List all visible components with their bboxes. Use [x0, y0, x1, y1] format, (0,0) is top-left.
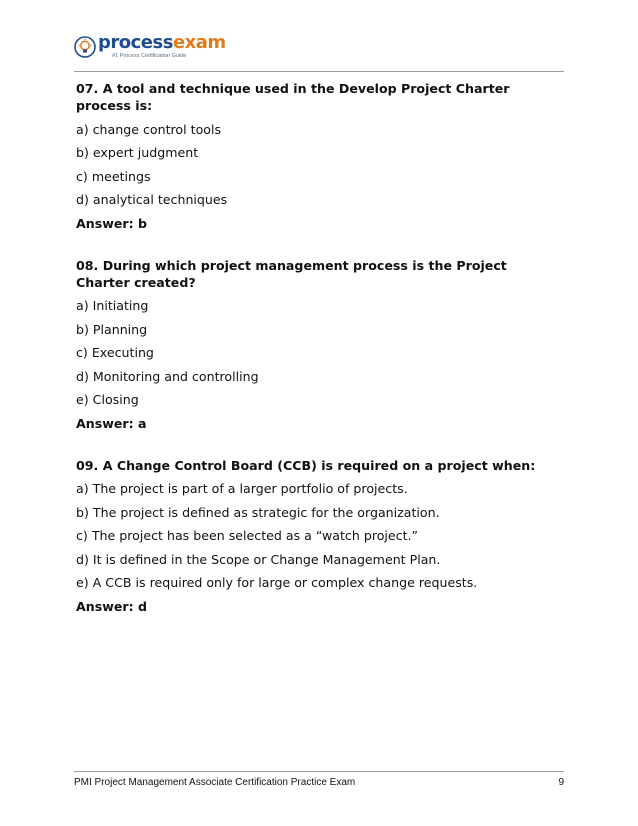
- answer-text: Answer: b: [76, 215, 148, 231]
- option-item: a) Initiating: [76, 298, 149, 313]
- page-number: 9: [558, 777, 564, 788]
- option-item: e) A CCB is required only for large or complex change requests.: [76, 575, 478, 590]
- lightbulb-icon: [74, 36, 96, 58]
- question-list: [76, 80, 556, 615]
- processexam-logo: [74, 33, 226, 65]
- question-block: [76, 457, 556, 615]
- option-item: a) The project is part of a larger portfolio of projects.: [76, 481, 408, 496]
- option-item: d) Monitoring and controlling: [76, 368, 259, 384]
- option-item: a) change control tools: [76, 121, 222, 137]
- question-title: 09. A Change Control Board (CCB) is required on a project when:: [76, 457, 536, 473]
- question-block: [76, 80, 556, 232]
- footer-title: PMI Project Management Associate Certification Practice Exam: [74, 777, 356, 788]
- logo-tagline: #1 Process Certification Guide: [112, 53, 187, 59]
- answer-text: Answer: a: [76, 415, 147, 431]
- header-divider: [74, 71, 564, 72]
- question-title: 08. During which project management process is the Project Charter created?: [76, 257, 507, 290]
- option-item: b) The project is defined as strategic for the organization.: [76, 504, 440, 520]
- page-footer: [74, 771, 564, 788]
- question-block: [76, 257, 556, 432]
- option-item: c) meetings: [76, 168, 151, 184]
- page-header: [74, 33, 564, 73]
- option-item: d) analytical techniques: [76, 192, 228, 207]
- footer-divider: [74, 771, 564, 772]
- logo-word-exam: exam: [172, 32, 226, 53]
- answer-text: Answer: d: [76, 598, 148, 614]
- option-item: c) Executing: [76, 345, 154, 360]
- option-item: b) expert judgment: [76, 145, 199, 160]
- logo-wordmark: [98, 33, 226, 53]
- logo-word-process: process: [98, 32, 173, 53]
- option-item: b) Planning: [76, 321, 148, 337]
- question-title: 07. A tool and technique used in the Develop Project Charter process is:: [76, 81, 510, 113]
- option-item: d) It is defined in the Scope or Change Management Plan.: [76, 551, 441, 567]
- option-item: c) The project has been selected as a “watch project.”: [76, 528, 419, 543]
- option-item: e) Closing: [76, 392, 139, 407]
